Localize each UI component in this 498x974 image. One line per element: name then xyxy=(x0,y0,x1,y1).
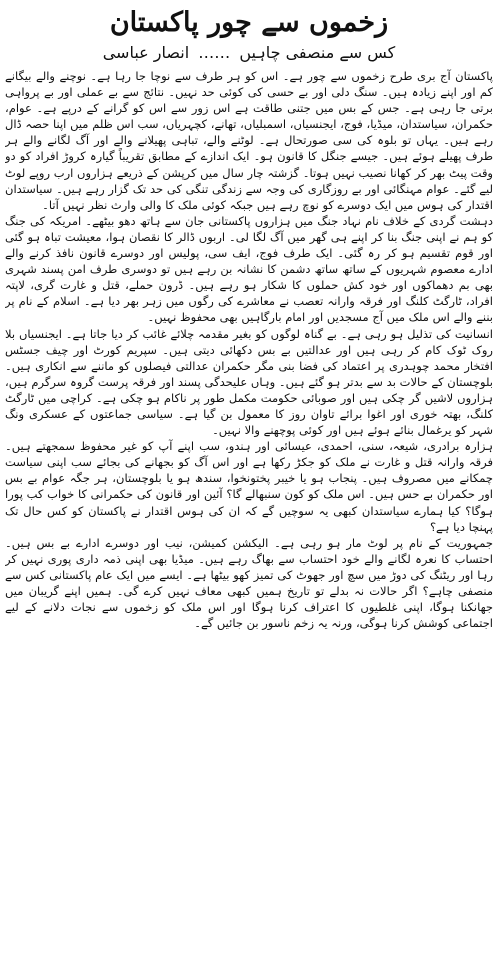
article-body xyxy=(5,68,493,974)
author-name: انصار عباسی xyxy=(102,43,190,62)
paragraph: دہشت گردی کے خلاف نام نہاد جنگ میں ہزاروں پاکستانی جان سے ہاتھ دھو بیٹھے۔ امریکہ کی جنگ کو ہم نے اپنی جنگ بنا کر اپنے ہی گھر میں آگ لگا لی۔ اربوں ڈالر کا نقصان ہوا، معیشت تباہ ہو گئی اور قوم تقسیم ہو کر رہ گئی۔ ایک طرف فوج، ایف سی، پولیس اور دوسرے قانون نافذ کرنے والے ادارے معصوم شہریوں کے ساتھ ساتھ دشمن کا نشانہ بن رہے ہیں تو دوسری طرف امن پسند شہری بھی بم دھماکوں اور خود کش حملوں کا شکار ہو رہے ہیں۔ ڈرون حملے، قتل و غارت گری، لاپتہ افراد، ٹارگٹ کلنگ اور فرقہ وارانہ تعصب نے معاشرے کی رگوں میں زہر بھر دیا ہے۔ اسلام کے نام پر بننے والے اس ملک میں آج مسجدیں اور امام بارگاہیں بھی محفوظ نہیں۔ xyxy=(5,213,493,325)
byline xyxy=(5,42,493,64)
paragraph: جمہوریت کے نام پر لوٹ مار ہو رہی ہے۔ الیکشن کمیشن، نیب اور دوسرے ادارے بے بس ہیں۔ احتساب کا نعرہ لگانے والے خود احتساب سے بھاگ رہے ہیں۔ میڈیا بھی اپنی ذمہ داری پوری نہیں کر رہا اور ریٹنگ کی دوڑ میں سچ اور جھوٹ کی تمیز کھو بیٹھا ہے۔ ایسے میں ایک عام پاکستانی کس سے منصفی چاہے؟ اگر حالات نہ بدلے تو تاریخ ہمیں کبھی معاف نہیں کرے گی۔ ہمیں اپنے گریبان میں جھانکنا ہوگا، اپنی غلطیوں کا اعتراف کرنا ہوگا اور اس ملک کو زخموں سے نجات دلانے کے لیے اجتماعی کوشش کرنا ہوگی، ورنہ یہ زخم ناسور بن جائیں گے۔ xyxy=(5,535,493,631)
paragraph: انسانیت کی تذلیل ہو رہی ہے۔ بے گناہ لوگوں کو بغیر مقدمہ چلائے غائب کر دیا جاتا ہے۔ ایجنسیاں بلا روک ٹوک کام کر رہی ہیں اور عدالتیں بے بس دکھائی دیتی ہیں۔ سپریم کورٹ اور چیف جسٹس افتخار محمد چوہدری پر اعتماد کی فضا بنی مگر حکمران عدالتی فیصلوں کو ماننے سے انکاری ہیں۔ بلوچستان کے حالات بد سے بدتر ہو گئے ہیں۔ وہاں علیحدگی پسند اور فرقہ پرست گروہ سرگرم ہیں، ہزاروں لاشیں گر چکی ہیں اور صوبائی حکومت مکمل طور پر ناکام ہو چکی ہے۔ کراچی میں ٹارگٹ کلنگ، بھتہ خوری اور اغوا برائے تاوان روز کا معمول بن گیا ہے۔ سیاسی جماعتوں کے عسکری ونگ شہر کو یرغمال بنائے ہوئے ہیں اور کوئی پوچھنے والا نہیں۔ xyxy=(5,326,493,438)
paragraph: ہزارہ برادری، شیعہ، سنی، احمدی، عیسائی اور ہندو، سب اپنے آپ کو غیر محفوظ سمجھتے ہیں۔ فرقہ وارانہ قتل و غارت نے ملک کو جکڑ رکھا ہے اور اس آگ کو بجھانے کی بجائے سب اپنی سیاست چمکانے میں مصروف ہیں۔ پنجاب ہو یا خیبر پختونخوا، سندھ ہو یا بلوچستان، ہر جگہ عوام بے بس اور حکمران بے حس ہیں۔ اس ملک کو کون سنبھالے گا؟ آئین اور قانون کی حکمرانی کا خواب کب پورا ہوگا؟ کیا ہمارے سیاستدان کبھی یہ سوچیں گے کہ ان کی ہوس اقتدار نے پاکستان کو کس حال تک پہنچا دیا ہے؟ xyxy=(5,439,493,534)
headline: زخموں سے چور پاکستان xyxy=(109,7,389,38)
byline-separator: …… xyxy=(198,43,231,62)
subtitle: کس سے منصفی چاہیں xyxy=(239,43,396,62)
paragraph: پاکستان آج بری طرح زخموں سے چور ہے۔ اس کو ہر طرف سے نوچا جا رہا ہے۔ نوچنے والے بیگانے کم اور اپنے زیادہ ہیں۔ سنگ دلی اور بے حسی کی کوئی حد نہیں۔ نتائج سے بے عملی اور بے پرواہی برتی جا رہی ہے۔ جس کے بس میں جتنی طاقت ہے اس زور سے اس کو گرانے کے درپے ہے۔ عوام، حکمران، سیاستدان، میڈیا، فوج، ایجنسیاں، اسمبلیاں، تھانے، کچہریاں، سب اس ظلم میں اپنا حصہ ڈال رہے ہیں۔ یہاں تو بلوہ کی سی صورتحال ہے۔ لوٹنے والے، تباہی پھیلانے والے اور آگ لگانے والے ہر طرف پھیلے ہوئے ہیں۔ جیسے جنگل کا قانون ہو۔ ایک اندازے کے مطابق تقریباً گیارہ کروڑ افراد کو دو وقت پیٹ بھر کر کھانا نصیب نہیں ہوتا۔ گزشتہ چار سال میں کرپشن کے ذریعے ہزاروں ارب روپے لوٹ لیے گئے۔ عوام مہنگائی اور بے روزگاری کی وجہ سے زندگی تنگی کی حد تک گزار رہے ہیں۔ سیاستدان اقتدار کی ہوس میں ایک دوسرے کو نوچ رہے ہیں جبکہ کوئی ملک کا والی وارث نظر نہیں آتا۔ xyxy=(5,69,493,212)
